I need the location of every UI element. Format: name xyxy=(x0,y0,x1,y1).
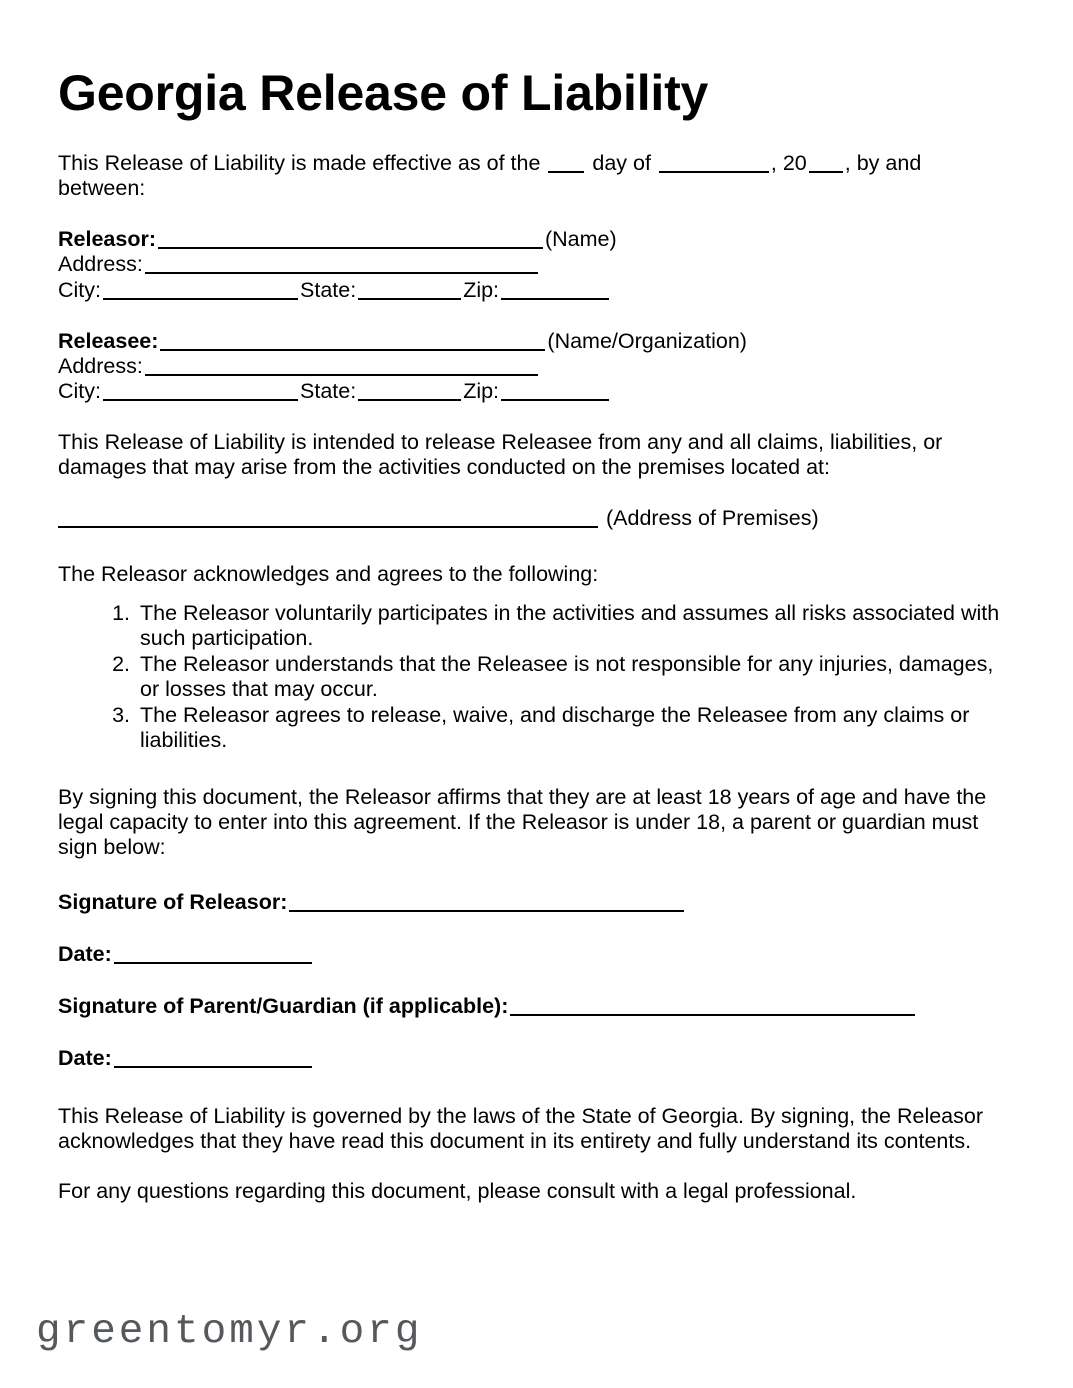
blank-releasee-zip[interactable] xyxy=(501,382,609,401)
releasee-address-line xyxy=(58,354,1013,379)
date-parent-guardian-line xyxy=(58,1019,1013,1071)
releasee-city-state-zip-line xyxy=(58,379,1013,404)
premises-address-line xyxy=(58,480,1013,531)
premises-intro-paragraph: This Release of Liability is intended to release Releasee from any and all claims, liabilities, or damages that may arise from the activities conducted on the premises located at: xyxy=(58,430,943,480)
intro-text-4: , by and between: xyxy=(58,151,922,201)
list-item: 1. The Releasor voluntarily participates in the activities and assumes all risks associated with such participation. xyxy=(136,601,1013,651)
blank-releasor-state[interactable] xyxy=(358,281,461,300)
list-item: 3. The Releasor agrees to release, waive, and discharge the Releasee from any claims or liabilities. xyxy=(136,703,1013,753)
blank-releasor-city[interactable] xyxy=(103,281,298,300)
releasor-city-label: City: xyxy=(58,277,101,302)
governing-law-paragraph: This Release of Liability is governed by the laws of the State of Georgia. By signing, the Releasor acknowledges that they have read this document in its entirety and fully understand its contents. xyxy=(58,1103,984,1153)
releasor-zip-label: Zip: xyxy=(463,277,500,302)
blank-releasor-name[interactable] xyxy=(158,230,543,249)
date-releasor-line xyxy=(58,915,1013,967)
releasee-name-line xyxy=(58,329,1013,354)
releasor-name-hint: (Name) xyxy=(545,227,617,252)
releasee-name-hint: (Name/Organization) xyxy=(547,328,747,353)
releasee-label: Releasee: xyxy=(58,328,159,353)
releasor-label: Releasor: xyxy=(58,227,156,252)
blank-month[interactable] xyxy=(659,154,769,173)
premises-address-hint: (Address of Premises) xyxy=(605,506,819,531)
releasor-address-line xyxy=(58,252,1013,277)
releasee-zip-label: Zip: xyxy=(463,378,500,403)
signature-parent-guardian-line xyxy=(58,967,1013,1019)
signature-parent-guardian-label: Signature of Parent/Guardian (if applicable): xyxy=(58,994,509,1019)
releasor-address-label: Address: xyxy=(58,252,143,277)
releasee-address-label: Address: xyxy=(58,353,143,378)
releasee-state-label: State: xyxy=(300,378,357,403)
signature-releasor-line xyxy=(58,860,1013,915)
date-releasor-label: Date: xyxy=(58,942,112,967)
blank-releasee-city[interactable] xyxy=(103,382,298,401)
blank-premises-address[interactable] xyxy=(58,509,598,528)
date-parent-guardian-label: Date: xyxy=(58,1046,112,1071)
acknowledgment-intro: The Releasor acknowledges and agrees to the following: xyxy=(58,561,599,586)
intro-text-3: , 20 xyxy=(770,151,807,175)
blank-releasor-address[interactable] xyxy=(145,255,538,274)
signature-releasor-label: Signature of Releasor: xyxy=(58,889,288,914)
intro-text-2: day of xyxy=(586,151,657,175)
affirmation-paragraph: By signing this document, the Releasor affirms that they are at least 18 years of age and have the legal capacity to enter into this agreement. If the Releasor is under 18, a parent or guardian must sign below: xyxy=(58,784,987,859)
blank-releasee-name[interactable] xyxy=(160,332,545,351)
blank-signature-parent-guardian[interactable] xyxy=(510,997,915,1016)
blank-date-releasor[interactable] xyxy=(114,945,312,964)
blank-year[interactable] xyxy=(809,154,843,173)
releasor-block xyxy=(58,201,1013,302)
list-item: 2. The Releasor understands that the Releasee is not responsible for any injuries, damages, or losses that may occur. xyxy=(136,652,1013,702)
releasee-city-label: City: xyxy=(58,378,101,403)
blank-day[interactable] xyxy=(548,154,584,173)
footer-watermark: greentomyr.org xyxy=(36,1309,423,1355)
page-title: Georgia Release of Liability xyxy=(58,65,709,121)
releasor-city-state-zip-line xyxy=(58,278,1013,303)
releasor-state-label: State: xyxy=(300,277,357,302)
blank-date-parent-guardian[interactable] xyxy=(114,1049,312,1068)
acknowledgment-list xyxy=(58,587,1013,754)
blank-signature-releasor[interactable] xyxy=(289,893,684,912)
blank-releasor-zip[interactable] xyxy=(501,281,609,300)
blank-releasee-state[interactable] xyxy=(358,382,461,401)
releasor-name-line xyxy=(58,227,1013,252)
document-content xyxy=(58,0,1013,1204)
blank-releasee-address[interactable] xyxy=(145,357,538,376)
questions-paragraph: For any questions regarding this document, please consult with a legal professional. xyxy=(58,1178,857,1203)
intro-text-1: This Release of Liability is made effective as of the xyxy=(58,151,547,175)
releasee-block xyxy=(58,303,1013,404)
intro-paragraph xyxy=(58,118,1013,201)
